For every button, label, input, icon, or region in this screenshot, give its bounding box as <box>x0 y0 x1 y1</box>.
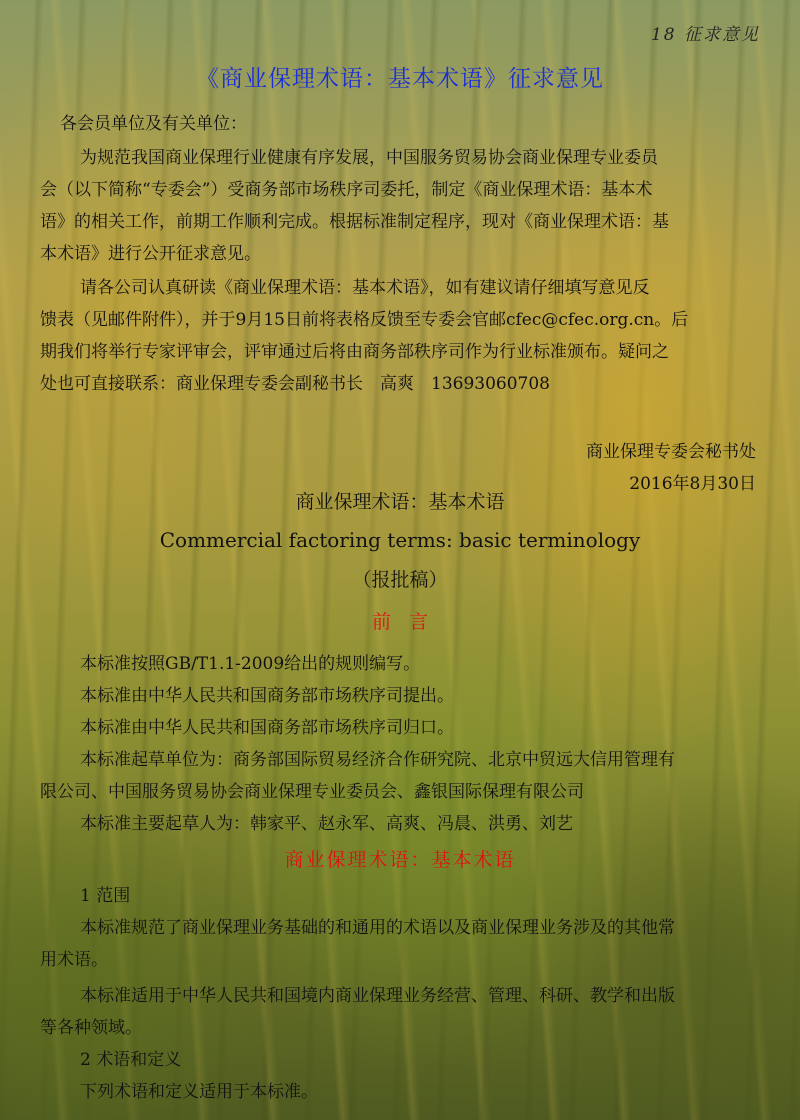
scope-heading: 1 范围 <box>80 886 131 906</box>
para2-line2: 馈表（见邮件附件），并于9月15日前将表格反馈至专委会官邮cfec@cfec.org.cn。后 <box>40 310 689 330</box>
para2-line1: 请各公司认真研读《商业保理术语：基本术语》，如有建议请仔细填写意见反 <box>80 278 650 298</box>
scope-line3: 本标准适用于中华人民共和国境内商业保理业务经营、管理、科研、教学和出版 <box>80 986 675 1006</box>
section-title: 商业保理术语：基本术语 <box>284 849 516 871</box>
para1-line3: 语》的相关工作，前期工作顺利完成。根据标准制定程序，现对《商业保理术语：基 <box>40 212 669 232</box>
terms-intro: 下列术语和定义适用于本标准。 <box>80 1082 318 1102</box>
para1-line1: 为规范我国商业保理行业健康有序发展，中国服务贸易协会商业保理专业委员 <box>80 148 658 168</box>
date: 2016年8月30日 <box>629 474 756 494</box>
page-title: 《商业保理术语：基本术语》征求意见 <box>196 66 604 92</box>
draft-note: （报批稿） <box>352 569 448 591</box>
salutation: 各会员单位及有关单位： <box>60 114 247 134</box>
scope-line2: 用术语。 <box>40 950 108 970</box>
foreword-line6: 本标准主要起草人为：韩家平、赵永军、高爽、冯晨、洪勇、刘艺 <box>80 814 573 834</box>
para2-line4: 处也可直接联系：商业保理专委会副秘书长 高爽 13693060708 <box>40 374 550 394</box>
standard-title-cn: 商业保理术语：基本术语 <box>295 491 505 513</box>
para2-line3: 期我们将举行专家评审会，评审通过后将由商务部秩序司作为行业标准颁布。疑问之 <box>40 342 669 362</box>
foreword-heading: 前言 <box>371 611 446 633</box>
foreword-line5: 限公司、中国服务贸易协会商业保理专业委员会、鑫银国际保理有限公司 <box>40 782 584 802</box>
scope-line1: 本标准规范了商业保理业务基础的和通用的术语以及商业保理业务涉及的其他常 <box>80 918 675 938</box>
header-tag: 18 征求意见 <box>650 25 760 45</box>
signature: 商业保理专委会秘书处 <box>586 442 756 462</box>
para1-line2: 会（以下简称“专委会”）受商务部市场秩序司委托，制定《商业保理术语：基本术 <box>40 180 653 200</box>
foreword-line4: 本标准起草单位为：商务部国际贸易经济合作研究院、北京中贸远大信用管理有 <box>80 750 675 770</box>
foreword-line3: 本标准由中华人民共和国商务部市场秩序司归口。 <box>80 718 454 738</box>
standard-title-en: Commercial factoring terms: basic terminology <box>159 528 641 552</box>
terms-heading: 2 术语和定义 <box>80 1050 182 1070</box>
foreword-line1: 本标准按照GB/T1.1-2009给出的规则编写。 <box>80 654 421 674</box>
para1-line4: 本术语》进行公开征求意见。 <box>40 244 261 264</box>
scope-line4: 等各种领域。 <box>40 1018 142 1038</box>
foreword-line2: 本标准由中华人民共和国商务部市场秩序司提出。 <box>80 686 454 706</box>
